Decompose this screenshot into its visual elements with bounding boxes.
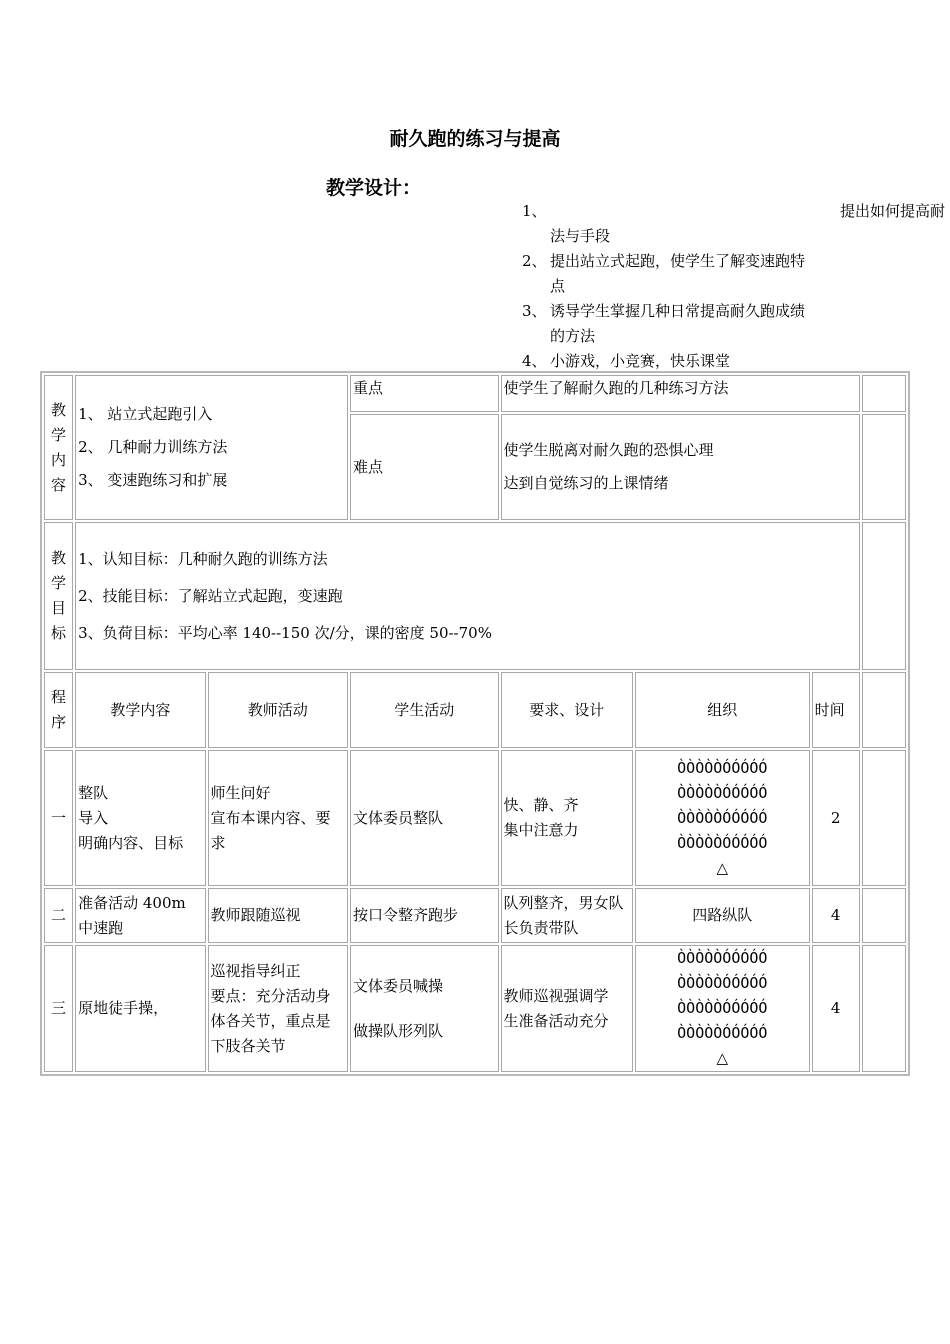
teacher-cell: 巡视指导纠正 要点：充分活动身 体各关节，重点是 下肢各关节 [208, 945, 348, 1072]
blank-cell [862, 750, 906, 886]
content-cell: 原地徒手操， [75, 945, 205, 1072]
intro-item-text: 法与手段 [550, 227, 611, 245]
column-header: 教学内容 [75, 672, 205, 748]
teacher-cell: 师生问好 宣布本课内容、要求 [208, 750, 348, 886]
time-cell: 2 [812, 750, 860, 886]
requirement-cell: 队列整齐，男女队 长负责带队 [501, 888, 633, 943]
list-item: 3、 变速跑练习和扩展 [78, 471, 228, 489]
content-section-label: 教 学 内 容 [44, 375, 73, 520]
student-cell: 文体委员整队 [350, 750, 499, 886]
step-number: 二 [44, 888, 73, 943]
requirement-cell: 教师巡视强调学 生准备活动充分 [501, 945, 633, 1072]
blank-cell [862, 672, 906, 748]
blank-cell [862, 945, 906, 1072]
step-number: 三 [44, 945, 73, 1072]
time-cell: 4 [812, 888, 860, 943]
column-header: 要求、设计 [501, 672, 633, 748]
intro-item [522, 199, 812, 249]
intro-item-text: 小游戏，小竞赛，快乐课堂 [550, 352, 731, 370]
intro-item-text: 提出站立式起跑，使学生了解变速跑特点 [550, 252, 806, 295]
requirement-cell: 快、静、齐 集中注意力 [501, 750, 633, 886]
blank-cell [862, 522, 906, 670]
formation-diagram: ÒÒÒÒÒÓÓÓÓÓ ÒÒÒÒÒÓÓÓÓÓ ÒÒÒÒÒÓÓÓÓÓ ÒÒÒÒÒÓÓÓÓÓ △ [635, 750, 810, 886]
intro-item-number: 4、 [522, 352, 547, 370]
list-item: 3、负荷目标：平均心率 140--150 次/分，课的密度 50--70% [78, 623, 492, 642]
content-cell: 整队 导入 明确内容、目标 [75, 750, 205, 886]
table-row [44, 888, 906, 943]
time-cell: 4 [812, 945, 860, 1072]
teacher-cell: 教师跟随巡视 [208, 888, 348, 943]
list-item: 1、认知目标：几种耐久跑的训练方法 [78, 549, 328, 568]
column-header: 学生活动 [350, 672, 499, 748]
organization-cell: 四路纵队 [635, 888, 810, 943]
intro-item-text: 诱导学生掌握几种日常提高耐久跑成绩的方法 [550, 302, 806, 345]
page-title: 耐久跑的练习与提高 [389, 128, 561, 150]
intro-item [522, 249, 812, 299]
goal-items [75, 522, 860, 670]
list-item: 2、 几种耐力训练方法 [78, 438, 228, 456]
table-row [44, 945, 906, 1072]
content-cell: 准备活动 400m 中速跑 [75, 888, 205, 943]
list-item: 2、技能目标：了解站立式起跑，变速跑 [78, 586, 343, 605]
column-header: 教师活动 [208, 672, 348, 748]
step-number: 一 [44, 750, 73, 886]
blank-cell [862, 375, 906, 412]
teacher-triangle-icon: △ [716, 1049, 729, 1067]
procedure-label: 程 序 [44, 672, 73, 748]
list-item: 1、 站立式起跑引入 [78, 405, 213, 423]
column-header: 组织 [635, 672, 810, 748]
section-subtitle: 教学设计： [326, 177, 422, 199]
intro-item [522, 299, 812, 349]
key-point-text: 使学生了解耐久跑的几种练习方法 [501, 375, 860, 412]
student-cell: 按口令整齐跑步 [350, 888, 499, 943]
goal-section-label: 教 学 目 标 [44, 522, 73, 670]
intro-item-number: 2、 [522, 252, 547, 270]
intro-item-number: 1、 [522, 202, 547, 220]
formation-diagram: ÒÒÒÒÒÓÓÓÓÓ ÒÒÒÒÒÓÓÓÓÓ ÒÒÒÒÒÓÓÓÓÓ ÒÒÒÒÒÓÓÓÓÓ △ [635, 945, 810, 1072]
intro-overflow-text: 提出如何提高耐 [840, 202, 946, 220]
teacher-triangle-icon: △ [716, 858, 729, 877]
lesson-table [40, 371, 910, 1076]
intro-list [522, 199, 812, 374]
intro-item-number: 3、 [522, 302, 547, 320]
column-header: 时间 [812, 672, 860, 748]
key-point-label: 重点 [350, 375, 499, 412]
student-cell: 文体委员喊操 做操队形列队 [350, 945, 499, 1072]
blank-cell [862, 414, 906, 520]
difficulty-label: 难点 [350, 414, 499, 520]
blank-cell [862, 888, 906, 943]
table-row [44, 750, 906, 886]
difficulty-text: 使学生脱离对耐久跑的恐惧心理 达到自觉练习的上课情绪 [501, 414, 860, 520]
content-items [75, 375, 348, 520]
